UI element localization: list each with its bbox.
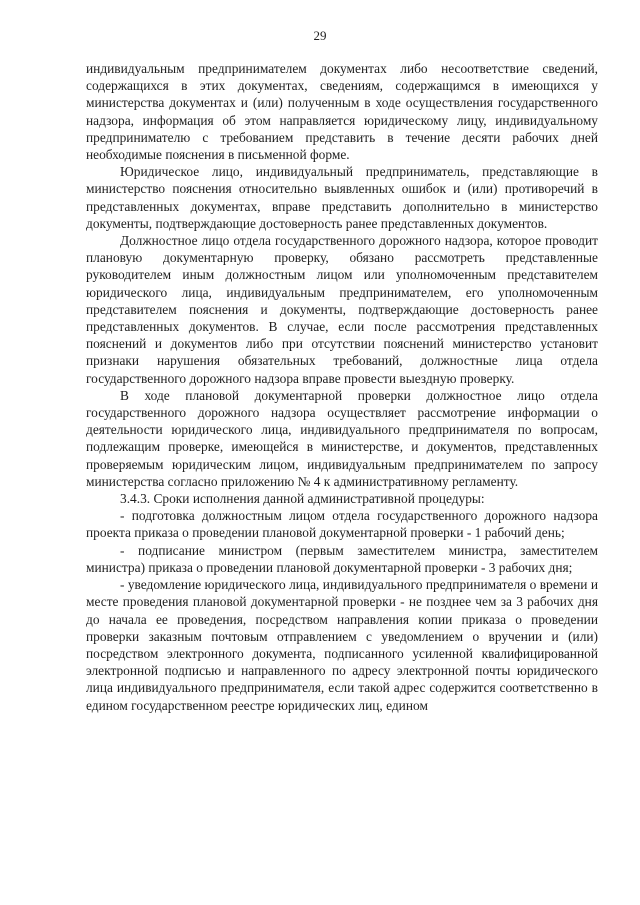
paragraph-review-scope: В ходе плановой документарной проверки должностное лицо отдела государственного дорожного надзора осуществляет рассмотрение информации о деятельности юридического лица, индивидуального предпринимателя по вопросам, подлежащим проверке, имеющейся в министерстве, и документов, представленных проверяемым юридическим лицом, индивидуальным предпринимателем по запросу министерства согласно приложению № 4 к административному регламенту. [86, 387, 598, 489]
paragraph-official-duties: Должностное лицо отдела государственного дорожного надзора, которое проводит плановую документарную проверку, обязано рассмотреть представленные руководителем иным должностным лицом или уполномоченным представителем юридического лица, индивидуальным предпринимателем, его уполномоченным представителем пояснения и документы, подтверждающие достоверность ранее представленных документов. В случае, если после рассмотрения представленных пояснений и документов либо при отсутствии пояснений министерство установит признаки нарушения обязательных требований, должностные лица отдела государственного дорожного надзора вправе провести выездную проверку. [86, 233, 598, 386]
paragraph-continuation: индивидуальным предпринимателем документах либо несоответствие сведений, содержащихся в этих документах, сведениям, содержащимся в имеющихся у министерства документах и (или) полученным в ходе осуществления государственного надзора, информация об этом направляется юридическому лицу, индивидуальному предпринимателю с требованием представить в течение десяти рабочих дней необходимые пояснения в письменной форме. [86, 61, 598, 163]
document-body [86, 60, 598, 714]
paragraph-explanations: Юридическое лицо, индивидуальный предприниматель, представляющие в министерство пояснения относительно выявленных ошибок и (или) противоречий в представленных документах, вправе представить дополнительно в министерство документы, подтверждающие достоверность ранее представленных документов. [86, 164, 598, 231]
list-item-prepare-order: - подготовка должностным лицом отдела государственного дорожного надзора проекта приказа о проведении плановой документарной проверки - 1 рабочий день; [86, 508, 598, 541]
list-item-sign-order: - подписание министром (первым заместителем министра, заместителем министра) приказа о проведении плановой документарной проверки - 3 рабочих дня; [86, 542, 598, 575]
list-item-notification: - уведомление юридического лица, индивидуального предпринимателя о времени и месте проведения плановой документарной проверки - не позднее чем за 3 рабочих дня до начала ее проведения, посредством направления копии приказа о проведении проверки заказным почтовым отправлением с уведомлением о вручении и (или) посредством электронного документа, подписанного усиленной квалифицированной электронной подписью и направленного по адресу электронной почты юридического лица индивидуального предпринимателя, если такой адрес содержится соответственно в едином государственном реестре юридических лиц, едином [86, 577, 598, 713]
section-heading-3-4-3: 3.4.3. Сроки исполнения данной административной процедуры: [120, 491, 485, 507]
page-number: 29 [313, 28, 327, 43]
